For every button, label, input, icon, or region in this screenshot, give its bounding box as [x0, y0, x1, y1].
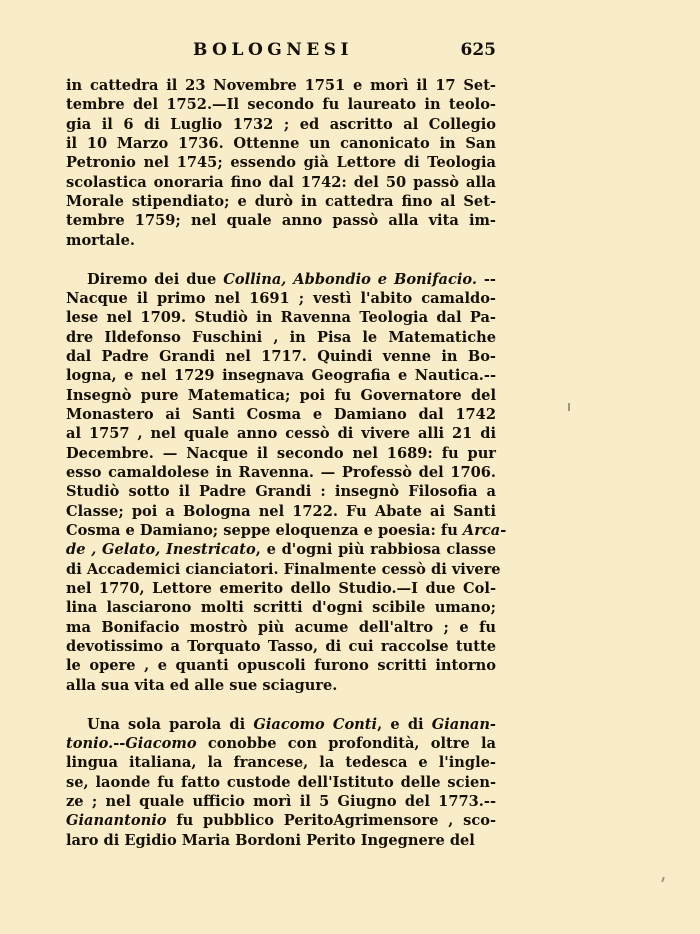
- paragraph-gap: [66, 695, 496, 715]
- text-line: [66, 211, 496, 230]
- text-run: Petronio nel 1745; essendo già Lettore di Teologia: [66, 154, 496, 172]
- text-line: [66, 734, 496, 753]
- text-line: [66, 463, 496, 482]
- text-line: [66, 366, 496, 385]
- text-run: fu pubblico PeritoAgrimensore , sco-: [166, 812, 496, 830]
- text-run: in cattedra il 23 Novembre 1751 e morì il 17 Set-: [66, 77, 496, 94]
- text-line: [66, 115, 496, 134]
- text-run: --: [476, 270, 496, 288]
- text-run: lina lasciarono molti scritti d'ogni scibile umano;: [66, 599, 496, 617]
- text-line: [66, 560, 501, 579]
- text-run: gia il 6 di Luglio 1732 ; ed ascritto al Collegio: [66, 115, 496, 133]
- text-line: [66, 753, 496, 772]
- text-line: [66, 444, 496, 463]
- text-run: Cosma e Damiano; seppe eloquenza e poesia: fu: [66, 522, 463, 540]
- text-line: [66, 656, 496, 675]
- text-run: lingua italiana, la francese, la tedesca e l'ingle-: [66, 754, 496, 772]
- text-line: [66, 618, 496, 637]
- text-line: [66, 773, 496, 792]
- text-run: , e d'ogni più rabbiosa classe: [255, 541, 496, 559]
- italic-name: Gianantonio: [66, 812, 167, 830]
- body-text: [66, 76, 507, 850]
- text-line: [66, 328, 496, 347]
- text-line: [66, 831, 496, 850]
- text-line: [66, 598, 496, 617]
- text-line: [66, 637, 496, 656]
- text-run: Monastero ai Santi Cosma e Damiano dal 1742: [66, 406, 496, 423]
- italic-name: tonio.: [66, 735, 114, 752]
- text-run: logna, e nel 1729 insegnava Geografia e Nautica.--: [66, 367, 496, 385]
- text-run: , e di: [377, 715, 432, 733]
- text-run: ze ; nel quale ufficio morì il 5 Giugno del 1773.--: [66, 793, 496, 811]
- scan-speck: [568, 403, 570, 411]
- text-run: nel 1770, Lettore emerito dello Studio.—I due Col-: [66, 580, 496, 598]
- text-run: tembre del 1752.—Il secondo fu laureato in teolo-: [66, 96, 496, 114]
- text-run: alla sua vita ed alle sue sciagure.: [66, 676, 338, 694]
- italic-name: Collina, Abbondio e Bonifacio.: [223, 270, 477, 288]
- text-run: le opere , e quanti opuscoli furono scritti intorno: [66, 657, 496, 675]
- text-run: scolastica onoraria fino dal 1742: del 50 passò alla: [66, 173, 496, 191]
- paragraph: [66, 76, 496, 250]
- italic-name: Arca-: [462, 522, 507, 540]
- text-line: [66, 308, 496, 327]
- scan-speck: [661, 877, 665, 882]
- text-run: al 1757 , nel quale anno cessò di vivere alli 21 di: [66, 425, 496, 443]
- text-line: [66, 231, 496, 250]
- italic-name: Gianan-: [431, 715, 496, 733]
- text-line: [66, 347, 496, 366]
- text-line: [66, 153, 496, 172]
- text-run: se, laonde fu fatto custode dell'Istituto delle scien-: [66, 773, 496, 791]
- text-run: Studiò sotto il Padre Grandi : insegnò Filosofia a: [66, 483, 496, 501]
- text-run: Una sola parola di: [87, 715, 254, 733]
- italic-name: de , Gelato, Inestricato: [66, 541, 256, 559]
- text-line: [66, 676, 496, 695]
- paragraph: [66, 270, 507, 696]
- text-line: [66, 579, 496, 598]
- text-line: [66, 521, 507, 540]
- text-run: devotissimo a Torquato Tasso, di cui raccolse tutte: [66, 638, 496, 656]
- text-run: Nacque il primo nel 1691 ; vestì l'abito camaldo-: [66, 289, 496, 307]
- text-run: lese nel 1709. Studiò in Ravenna Teologia dal Pa-: [66, 309, 496, 327]
- running-title: BOLOGNESI: [193, 40, 353, 60]
- text-line: [66, 482, 496, 501]
- text-line: [66, 792, 496, 811]
- text-line: [66, 715, 496, 734]
- text-run: Classe; poi a Bologna nel 1722. Fu Abate ai Santi: [66, 502, 496, 520]
- paragraph: [66, 715, 496, 850]
- text-run: laro di Egidio Maria Bordoni Perito Ingegnere del: [66, 831, 475, 849]
- text-run: dre Ildefonso Fuschini , in Pisa le Matematiche: [66, 328, 496, 346]
- text-run: esso camaldolese in Ravenna. — Professò del 1706.: [66, 464, 496, 482]
- text-run: tembre 1759; nel quale anno passò alla vita im-: [66, 212, 496, 230]
- text-run: conobbe con profondità, oltre la: [196, 735, 496, 752]
- text-line: [66, 405, 496, 424]
- text-line: [66, 173, 496, 192]
- text-line: [66, 540, 496, 559]
- paragraph-gap: [66, 250, 496, 270]
- text-line: [66, 76, 496, 95]
- text-run: dal Padre Grandi nel 1717. Quindi venne in Bo-: [66, 347, 496, 365]
- text-line: [66, 811, 496, 830]
- italic-name: Giacomo: [125, 735, 197, 752]
- text-line: [66, 134, 496, 153]
- text-line: [66, 95, 496, 114]
- text-line: [66, 424, 496, 443]
- text-run: Morale stipendiato; e durò in cattedra fino al Set-: [66, 193, 496, 211]
- text-run: il 10 Marzo 1736. Ottenne un canonicato in San: [66, 135, 496, 153]
- text-line: [66, 386, 496, 405]
- text-run: Diremo dei due: [87, 270, 224, 288]
- text-run: mortale.: [66, 231, 135, 249]
- text-line: [66, 289, 496, 308]
- text-run: di Accademici cianciatori. Finalmente cessò di vivere: [66, 560, 501, 578]
- text-run: Decembre. — Nacque il secondo nel 1689: fu pur: [66, 444, 496, 462]
- text-run: ma Bonifacio mostrò più acume dell'altro ; e fu: [66, 618, 496, 636]
- text-run: Insegnò pure Matematica; poi fu Governatore del: [66, 386, 496, 404]
- text-line: [66, 192, 496, 211]
- text-run: --: [113, 735, 126, 752]
- italic-name: Giacomo Conti: [253, 715, 378, 733]
- text-line: [66, 270, 496, 289]
- page-number: 625: [460, 40, 496, 60]
- text-line: [66, 502, 496, 521]
- running-head: [66, 40, 496, 66]
